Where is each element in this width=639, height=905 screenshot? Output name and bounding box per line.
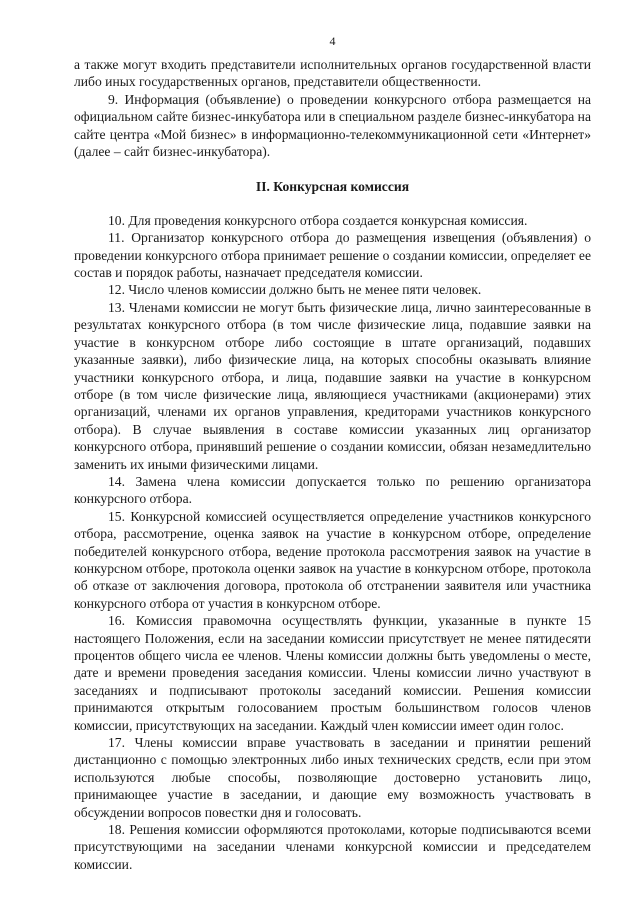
paragraph-12: 12. Число членов комиссии должно быть не менее пяти человек. bbox=[108, 282, 482, 298]
paragraph-13: 13. Членами комиссии не могут быть физические лица, лично заинтересованные в результатах конкурсного отбора (в том числе физические лица, подавшие заявки на участие в конкурсном отборе либо состоящие в штате организаций, подавших указанные заявки), либо физические лица, на которых способны оказывать влияние участники конкурсного отбора, и лица, подавшие заявки на участие в конкурсном отборе (в том числе физические лица, являющиеся участниками (акционерами) этих организаций, членами их органов управления, кредиторами участников конкурсного отбора). В случае выявления в составе комиссии указанных лиц организатор конкурсного отбора, принявший решение о создании комиссии, обязан незамедлительно заменить их иными физическими лицами. bbox=[74, 299, 591, 472]
paragraph-15: 15. Конкурсной комиссией осуществляется определение участников конкурсного отбора, рассмотрение, оценка заявок на участие в конкурсном отборе, определение победителей конкурсного отбора, ведение протокола рассмотрения заявок на участие в конкурсном отборе, протокола оценки заявок на участие в конкурсном отборе, протокола об отказе от заключения договора, протокола об отстранении заявителя или участника конкурсного отбора от участия в конкурсном отборе. bbox=[74, 508, 591, 611]
paragraph-17: 17. Члены комиссии вправе участвовать в заседании и принятии решений дистанционно с помощью электронных либо иных технических средств, если при этом используются любые способы, позволяющие достоверно установить лицо, принимающее участие в заседании, и дающие ему возможность участвовать в обсуждении вопросов повестки дня и голосовать. bbox=[74, 735, 591, 820]
page-number: 4 bbox=[329, 34, 336, 48]
paragraph-18: 18. Решения комиссии оформляются протоколами, которые подписываются всеми присутствующими на заседании членами конкурсной комиссии и председателем комиссии. bbox=[74, 822, 591, 872]
paragraph-9: 9. Информация (объявление) о проведении конкурсного отбора размещается на официальном сайте бизнес-инкубатора или в специальном разделе бизнес-инкубатора на сайте центра «Мой бизнес» в информационно-телекоммуникационной сети «Интернет» (далее – сайт бизнес-инкубатора). bbox=[74, 91, 591, 160]
paragraph-16: 16. Комиссия правомочна осуществлять функции, указанные в пункте 15 настоящего Положения, если на заседании комиссии присутствует не менее пятидесяти процентов общего числа ее членов. Члены комиссии должны быть уведомлены о месте, дате и времени проведения заседания комиссии. Члены комиссии лично участвуют в заседаниях и подписывают протоколы заседаний комиссии. Решения комиссии принимаются открытым голосованием простым большинством голосов членов комиссии, присутствующих на заседании. Каждый член комиссии имеет один голос. bbox=[74, 613, 591, 733]
paragraph-continuation: а также могут входить представители исполнительных органов государственной власти либо иных государственных органов, представители общественности. bbox=[74, 57, 591, 90]
paragraph-10: 10. Для проведения конкурсного отбора создается конкурсная комиссия. bbox=[108, 212, 528, 228]
section-title: II. Конкурсная комиссия bbox=[255, 179, 410, 195]
paragraphs-after-section bbox=[74, 212, 591, 873]
paragraph-14: 14. Замена члена комиссии допускается только по решению организатора конкурсного отбора. bbox=[74, 473, 591, 507]
paragraphs-before-section bbox=[74, 56, 591, 160]
paragraph-11: 11. Организатор конкурсного отбора до размещения извещения (объявления) о проведении конкурсного отбора принимает решение о создании комиссии, определяет ее состав и порядок работы, назначает председателя комиссии. bbox=[74, 230, 591, 281]
